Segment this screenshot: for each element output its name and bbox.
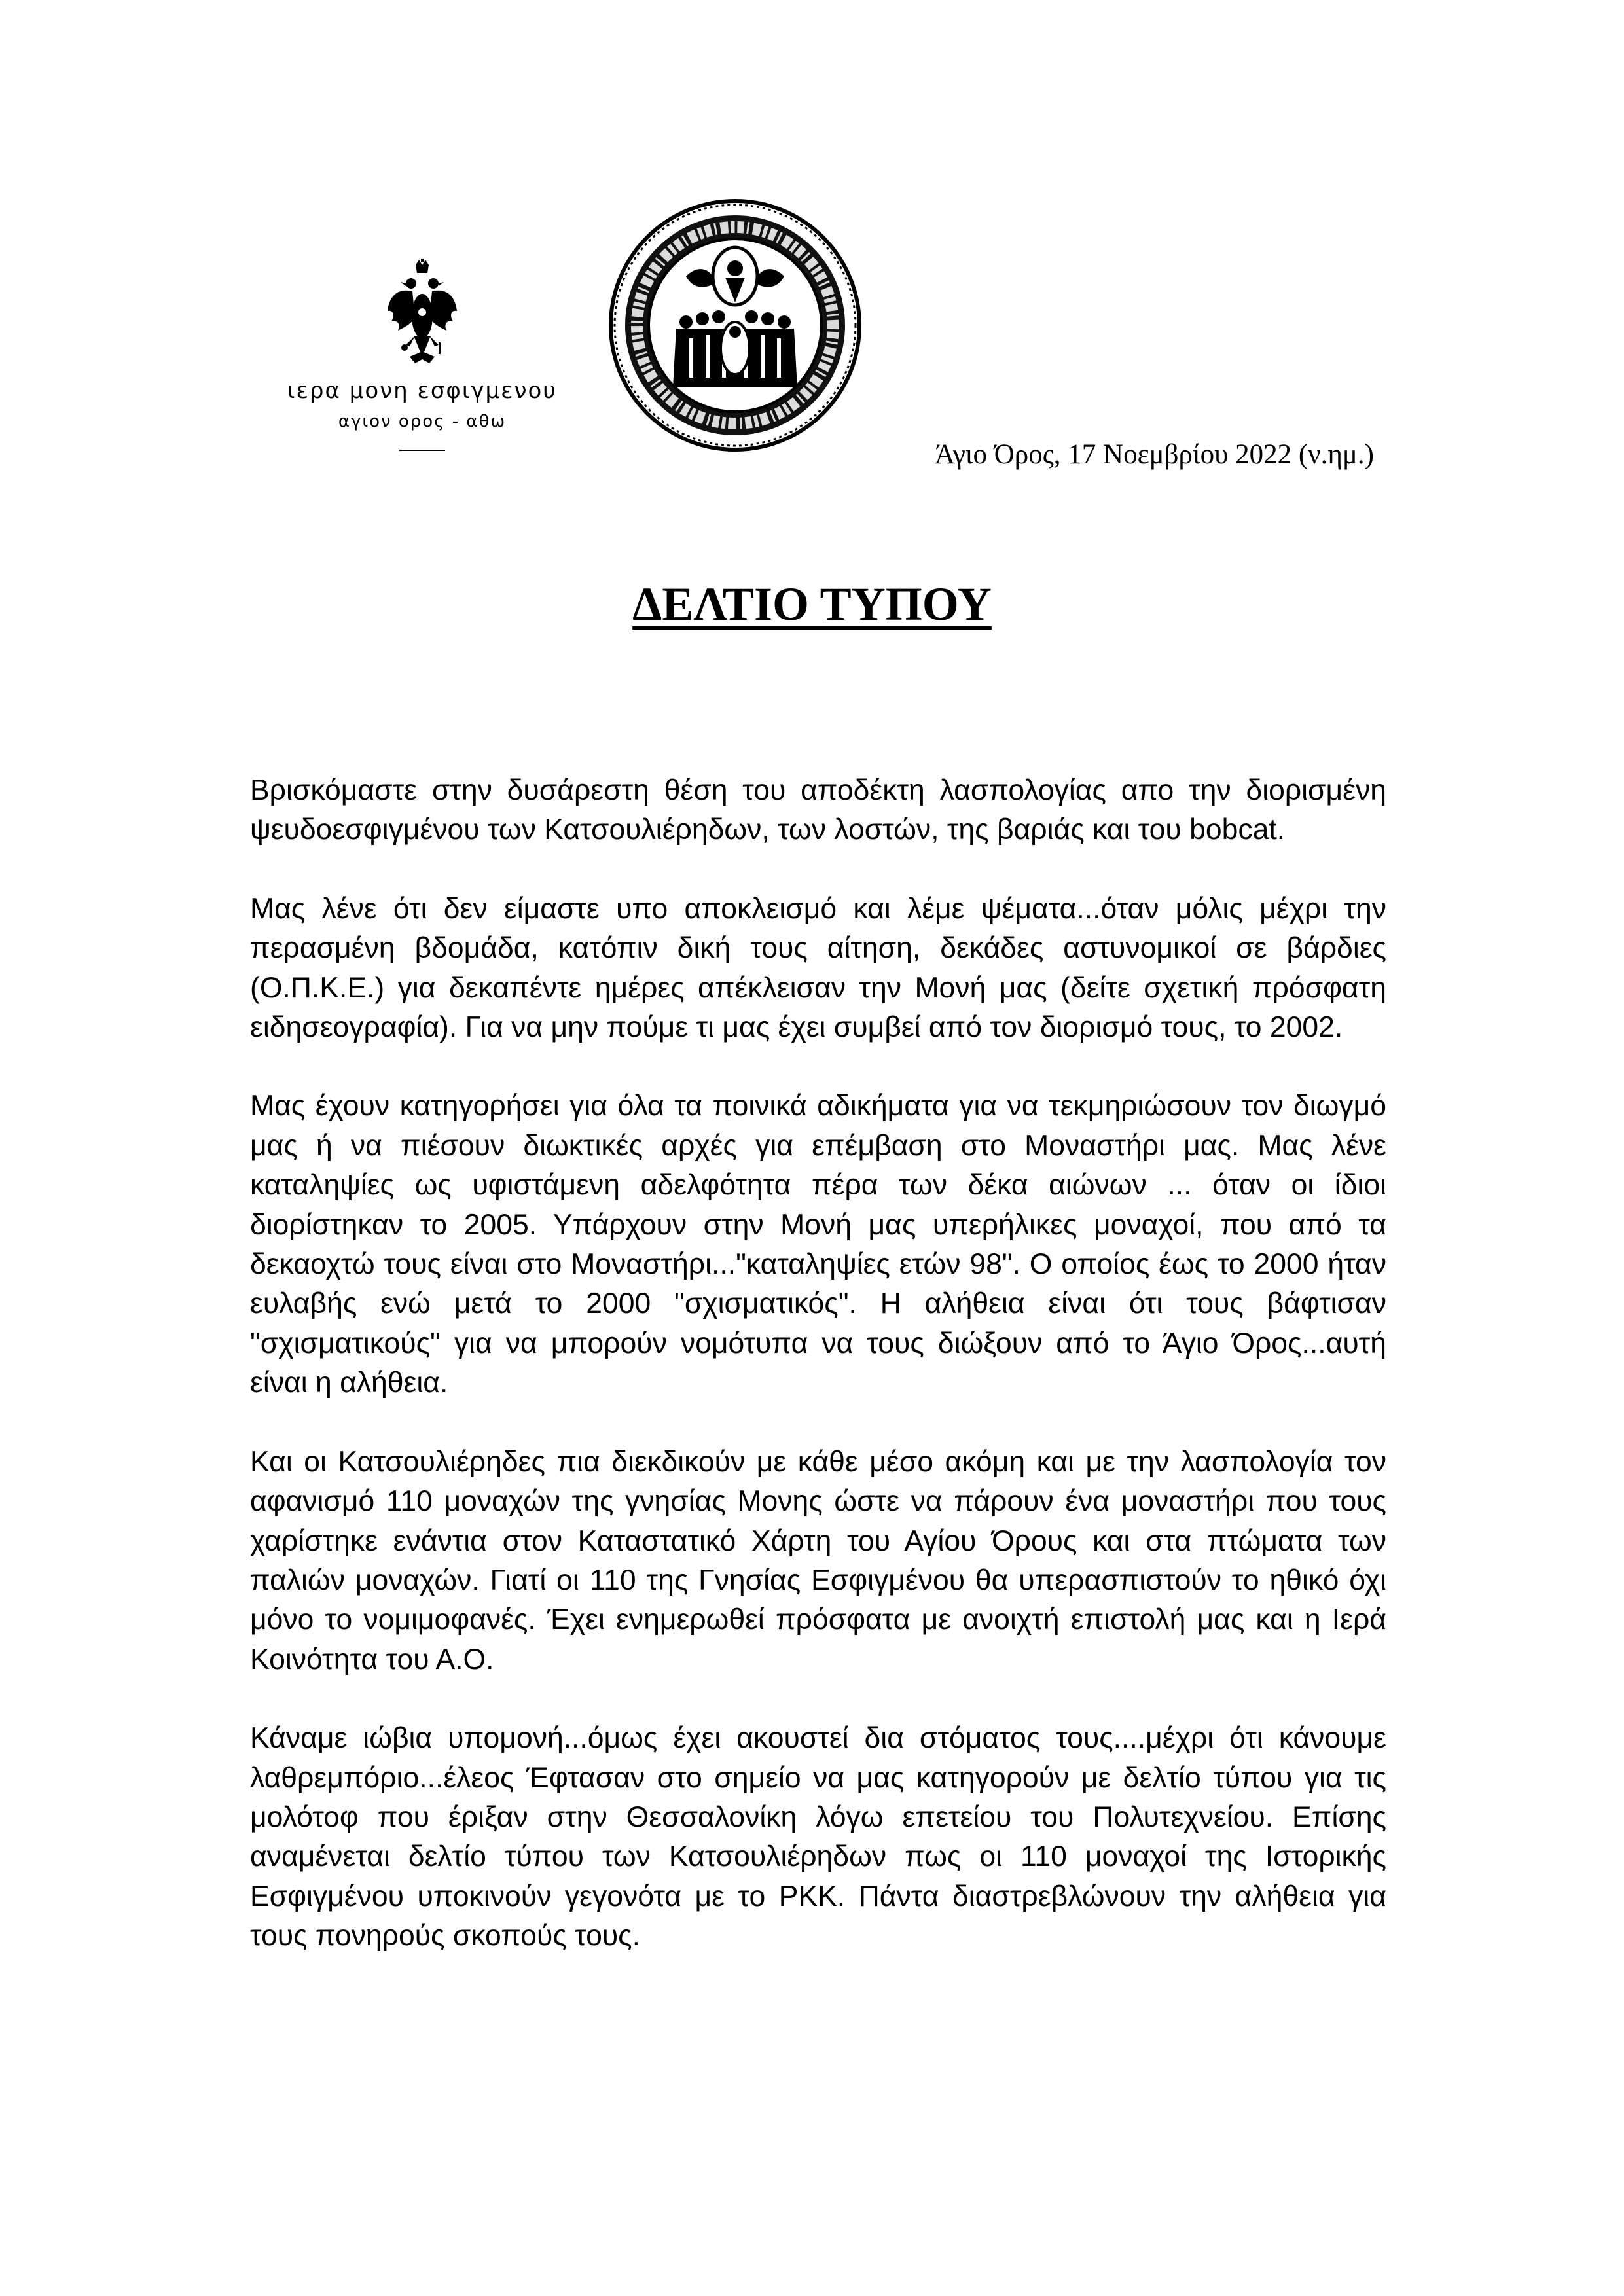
body-paragraph: Και οι Κατσουλιέρηδες πια διεκδικούν με κάθε μέσο ακόμη και με την λασπολογία τον αφανισμό 110 μοναχών της γνησίας Μονης ώστε να πάρουν ένα μοναστήρι που τους χαρίστηκε ενάντια στον Καταστατικό Χάρτη του Αγίου Όρους και στα πτώματα των παλιών μοναχών. Γιατί οι 110 της Γνησίας Εσφιγμένου θα υπερασπιστούν το ηθικό όχι μόνο το νομιμοφανές. Έχει ενημερωθεί πρόσφατα με ανοιχτή επιστολή μας και η Ιερά Κοινότητα του Α.Ο. xyxy=(250,1445,1386,1676)
monastery-seal-icon xyxy=(607,198,863,453)
body-paragraph: Μας έχουν κατηγορήσει για όλα τα ποινικά αδικήματα για να τεκμηριώσουν τον διωγμό μας ή να πιέσουν διωκτικές αρχές για επέμβαση στο Μοναστήρι μας. Μας λένε καταληψίες ως υφιστάμενη αδελφότητα πέρα των δέκα αιώνων ... όταν οι ίδιοι διορίστηκαν το 2005. Υπάρχουν στην Μονή μας υπερήλικες μοναχοί, που από τα δεκαοχτώ τους είναι στο Μοναστήρι..."καταληψίες ετών 98". Ο οποίος έως το 2000 ήταν ευλαβής ενώ μετά το 2000 "σχισματικός". Η αλήθεια είναι ότι τους βάφτισαν "σχισματικούς" για να μπορούν νομότυπα να τους διώξουν από το Άγιο Όρος...αυτή είναι η αλήθεια. xyxy=(250,1090,1386,1399)
emblem-divider xyxy=(399,450,445,451)
double-headed-eagle-icon xyxy=(386,259,458,373)
document-title: ΔΕΛΤΙΟ ΤΥΠΟΥ xyxy=(632,578,992,630)
emblem-location: αγιον ορος - αθω xyxy=(338,412,507,431)
emblem-monastery-name: ιερα μονη εσφιγμενου xyxy=(287,378,557,404)
body-paragraph: Βρισκόμαστε στην δυσάρεστη θέση του αποδέκτη λασπολογίας απο την διορισμένη ψευδοεσφιγμένου των Κατσουλιέρηδων, των λοστών, της βαριάς και του bobcat. xyxy=(250,774,1386,846)
body-paragraph: Κάναμε ιώβια υπομονή...όμως έχει ακουστεί δια στόματος τους....μέχρι ότι κάνουμε λαθρεμπόριο...έλεος Έφτασαν στο σημείο να μας κατηγορούν με δελτίο τύπου για τις μολότοφ που έριξαν στην Θεσσαλονίκη λόγω επετείου του Πολυτεχνείου. Επίσης αναμένεται δελτίο τύπου των Κατσουλιέρηδων πως οι 110 μοναχοί της Ιστορικής Εσφιγμένου υποκινούν γεγονότα με το ΡΚΚ. Πάντα διαστρεβλώνουν την αλήθεια για τους πονηρούς σκοπούς τους. xyxy=(250,1722,1386,1952)
monastery-emblem xyxy=(252,259,592,461)
document-date: Άγιο Όρος, 17 Νοεμβρίου 2022 (ν.ημ.) xyxy=(934,439,1374,470)
document-body xyxy=(250,771,1386,1996)
body-paragraph: Μας λένε ότι δεν είμαστε υπο αποκλεισμό και λέμε ψέματα...όταν μόλις μέχρι την περασμένη βδομάδα, κατόπιν δική τους αίτηση, δεκάδες αστυνομικοί σε βάρδιες (Ο.Π.Κ.Ε.) για δεκαπέντε ημέρες απέκλεισαν την Μονή μας (δείτε σχετική πρόσφατη ειδησεογραφία). Για να μην πούμε τι μας έχει συμβεί από τον διορισμό τους, το 2002. xyxy=(250,892,1386,1044)
